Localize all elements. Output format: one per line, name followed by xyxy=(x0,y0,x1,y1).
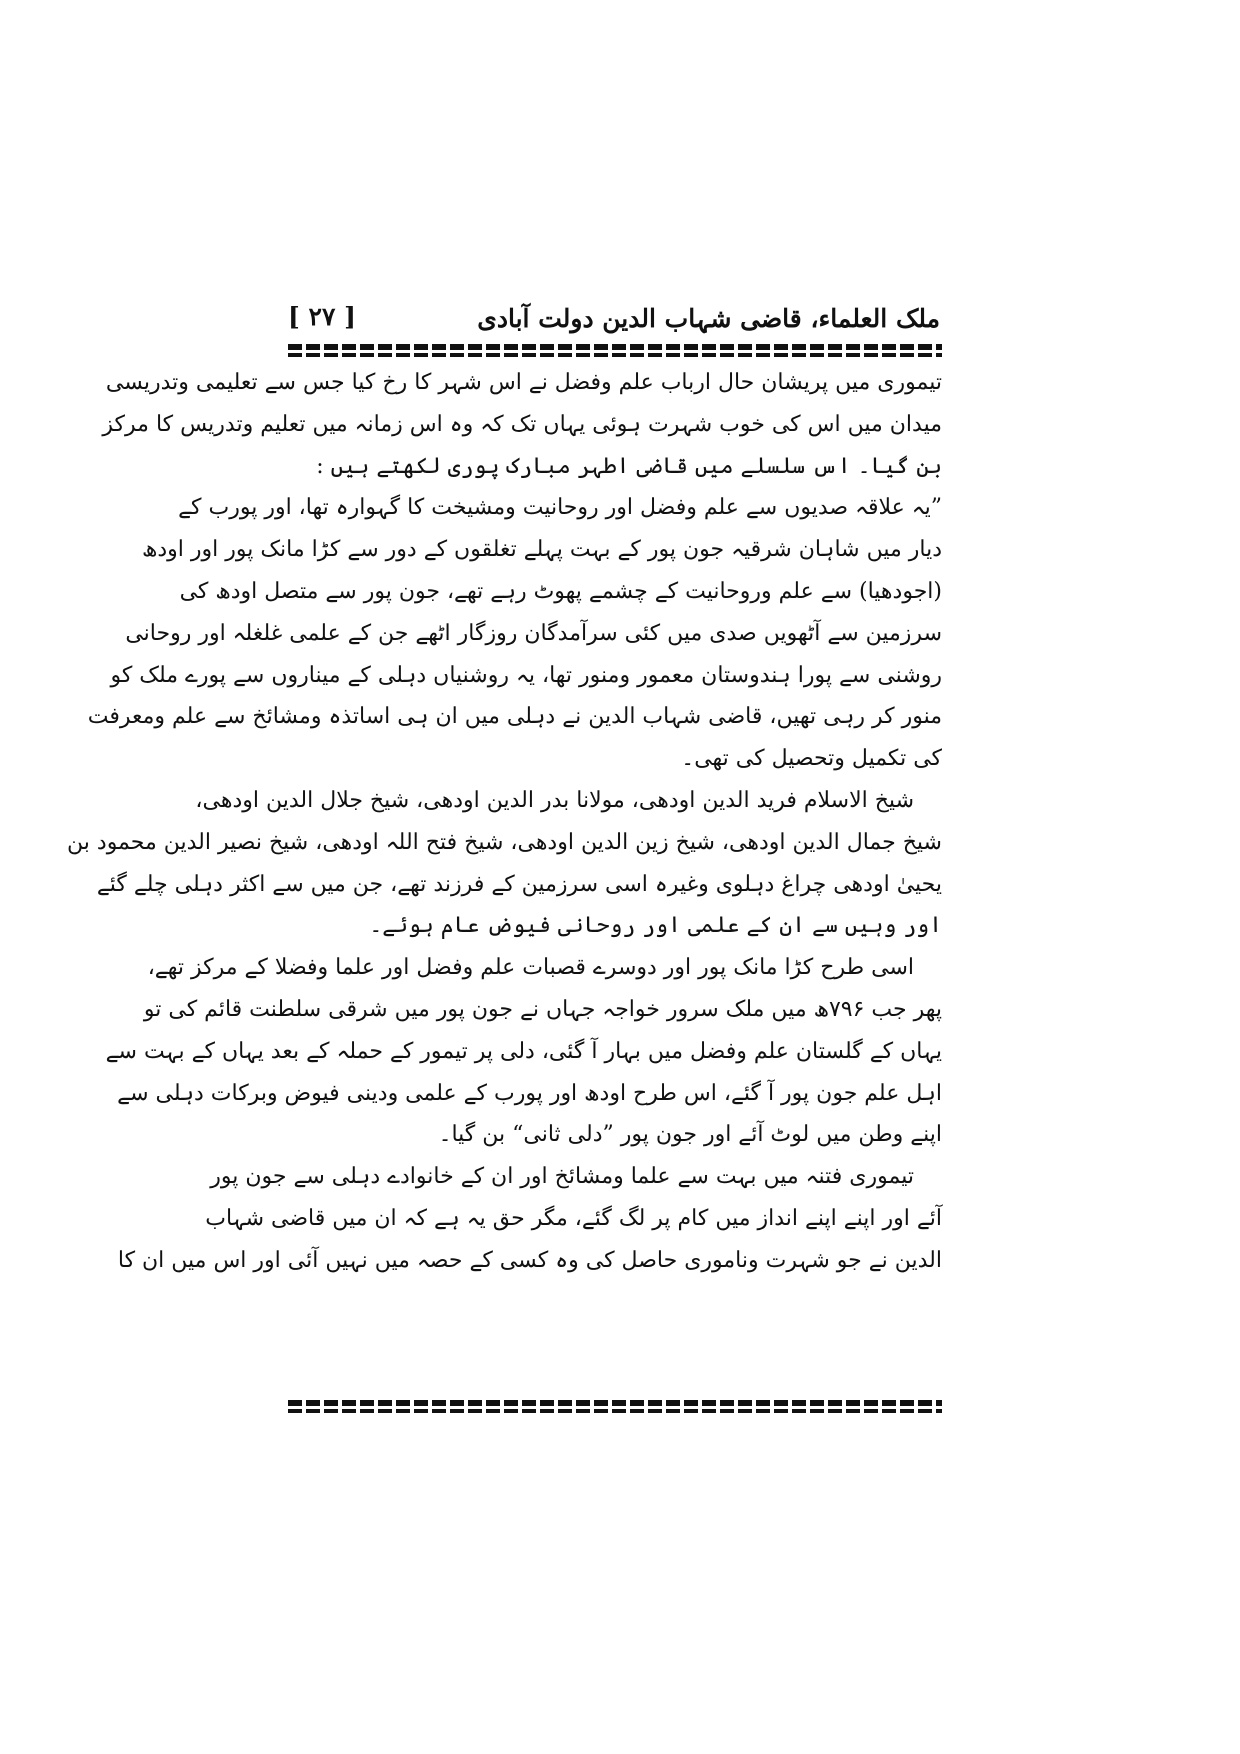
text-line: اور وہیں سے ان کے علمی اور روحانی فیوض عام ہوئے۔ xyxy=(369,913,942,939)
text-line: یہاں کے گلستان علم وفضل میں بہار آ گئی، دلی پر تیمور کے حملہ کے بعد یہاں کے بہت سے xyxy=(105,1038,942,1064)
quote-line: منور کر رہی تھیں، قاضی شہاب الدین نے دہلی میں ان ہی اساتذہ ومشائخ سے علم ومعرفت xyxy=(87,704,942,730)
header-divider xyxy=(288,344,942,350)
footer-divider-secondary xyxy=(288,1409,942,1413)
page-header xyxy=(288,300,942,340)
quote-line: روشنی سے پورا ہندوستان معمور ومنور تھا، یہ روشنیاں دہلی کے میناروں سے پورے ملک کو xyxy=(110,662,942,688)
text-line: بن گیا۔ اس سلسلے میں قاضی اطہر مبارک پوری لکھتے ہیں : xyxy=(316,453,942,479)
text-line: تیموری میں پریشان حال ارباب علم وفضل نے اس شہر کا رخ کیا جس سے تعلیمی وتدریسی xyxy=(105,370,942,395)
quote-line: ”یہ علاقہ صدیوں سے علم وفضل اور روحانیت ومشیخت کا گہوارہ تھا، اور پورب کے xyxy=(178,495,942,521)
header-divider-secondary xyxy=(288,353,942,357)
text-line: شیخ الاسلام فرید الدین اودھی، مولانا بدر الدین اودھی، شیخ جلال الدین اودھی، xyxy=(195,787,914,813)
running-title: ملک العلماء، قاضی شہاب الدین دولت آبادی xyxy=(477,304,940,333)
text-line: آئے اور اپنے اپنے انداز میں کام پر لگ گئے، مگر حق یہ ہے کہ ان میں قاضی شہاب xyxy=(205,1205,942,1231)
quote-line: دیار میں شاہان شرقیہ جون پور کے بہت پہلے تغلقوں کے دور سے کڑا مانک پور اور اودھ xyxy=(141,537,942,563)
quote-line: کی تکمیل وتحصیل کی تھی۔ xyxy=(681,746,942,772)
text-line: یحییٰ اودھی چراغ دہلوی وغیرہ اسی سرزمین کے فرزند تھے، جن میں سے اکثر دہلی چلے گئے xyxy=(96,871,942,897)
text-line: اپنے وطن میں لوٹ آئے اور جون پور ”دلی ثانی“ بن گیا۔ xyxy=(438,1122,942,1148)
text-line: میدان میں اس کی خوب شہرت ہوئی یہاں تک کہ وہ اس زمانہ میں تعلیم وتدریس کا مرکز xyxy=(102,411,942,437)
text-line: شیخ جمال الدین اودھی، شیخ زین الدین اودھی، شیخ فتح اللہ اودھی، شیخ نصیر الدین محمود بن xyxy=(67,829,942,855)
text-line: اسی طرح کڑا مانک پور اور دوسرے قصبات علم وفضل اور علما وفضلا کے مرکز تھے، xyxy=(147,955,914,981)
text-line: پھر جب ۷۹۶ھ میں ملک سرور خواجہ جہاں نے جون پور میں شرقی سلطنت قائم کی تو xyxy=(143,996,942,1022)
quote-line: (اجودھیا) سے علم وروحانیت کے چشمے پھوٹ رہے تھے، جون پور سے متصل اودھ کی xyxy=(179,578,942,604)
page-number: [ ۲۷ ] xyxy=(288,302,356,331)
text-line: اہل علم جون پور آ گئے، اس طرح اودھ اور پورب کے علمی ودینی فیوض وبرکات دہلی سے xyxy=(117,1080,942,1106)
text-line: الدین نے جو شہرت وناموری حاصل کی وہ کسی کے حصہ میں نہیں آئی اور اس میں ان کا xyxy=(117,1247,942,1273)
book-page xyxy=(67,300,942,1450)
text-line: تیموری فتنہ میں بہت سے علما ومشائخ اور ان کے خانوادے دہلی سے جون پور xyxy=(210,1164,914,1190)
footer-divider xyxy=(288,1400,942,1406)
quote-line: سرزمین سے آٹھویں صدی میں کئی سرآمدگان روزگار اٹھے جن کے علمی غلغلہ اور روحانی xyxy=(125,620,942,646)
page-body xyxy=(67,362,942,1282)
